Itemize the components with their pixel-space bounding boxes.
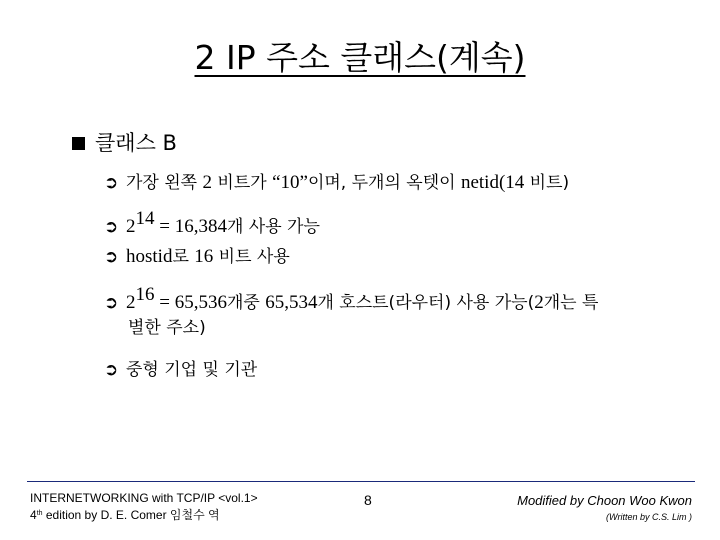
bullet-item-1 <box>104 167 569 199</box>
b4-num2: 65,534 <box>265 292 318 313</box>
circled-arrow-icon: ➲ <box>104 247 119 267</box>
section-heading <box>72 128 177 158</box>
bullet-item-5 <box>104 354 257 386</box>
b4-base: 2 <box>126 292 136 313</box>
section-label: 클래스 B <box>95 131 177 155</box>
circled-arrow-icon: ➲ <box>104 173 119 193</box>
b4-eq: = 65,536 <box>154 292 227 313</box>
b4-post: 개 호스트(라우터) 사용 가능( <box>317 293 535 313</box>
circled-arrow-icon: ➲ <box>104 217 119 237</box>
footer-citation <box>30 490 258 523</box>
page-number: 8 <box>364 492 372 508</box>
b2-eq: = 16,384 <box>154 216 227 237</box>
b2-exp: 14 <box>135 208 155 229</box>
bullet-item-2 <box>104 203 320 243</box>
circled-arrow-icon: ➲ <box>104 293 119 313</box>
footer-book-title: INTERNETWORKING with TCP/IP <vol.1> <box>30 491 258 505</box>
b1-end: 비트) <box>524 173 570 193</box>
b1-pre: 가장 왼쪽 <box>126 173 203 193</box>
b3-post: 비트 사용 <box>213 247 290 267</box>
bullet-item-4-continuation: 별한 주소) <box>128 318 206 338</box>
footer-edition <box>30 506 258 523</box>
b2-base: 2 <box>126 216 136 237</box>
b5-text: 중형 기업 및 기관 <box>126 360 258 380</box>
written-by: (Written by C.S. Lim ) <box>605 512 692 522</box>
b1-mid: 비트가 <box>212 173 273 193</box>
b4-end: 개는 특 <box>543 293 599 313</box>
circled-arrow-icon: ➲ <box>104 360 119 380</box>
b1-num: 2 <box>202 172 212 193</box>
b3-mid: 로 <box>172 247 195 267</box>
b3-hostid: hostid <box>126 246 173 267</box>
footer-credits <box>517 492 692 524</box>
slide-title: 2 IP 주소 클래스(계속) <box>194 38 526 77</box>
footer-divider <box>27 481 695 482</box>
b2-post: 개 사용 가능 <box>226 217 320 237</box>
b4-mid: 개중 <box>226 293 266 313</box>
bullet-item-3 <box>104 241 290 273</box>
edition-number: 4 <box>30 508 37 522</box>
b1-post: 이며, 두개의 옥텟이 <box>307 173 461 193</box>
b4-num3: 2 <box>534 292 544 313</box>
edition-suffix: th <box>36 510 43 517</box>
b1-quote: “10” <box>272 172 308 193</box>
black-square-icon <box>72 137 85 150</box>
edition-rest: edition by D. E. Comer 임철수 역 <box>42 508 220 522</box>
b1-netid: netid(14 <box>460 172 525 193</box>
modified-by: Modified by Choon Woo Kwon <box>517 493 692 508</box>
b4-exp: 16 <box>135 284 155 305</box>
b3-num: 16 <box>194 246 214 267</box>
